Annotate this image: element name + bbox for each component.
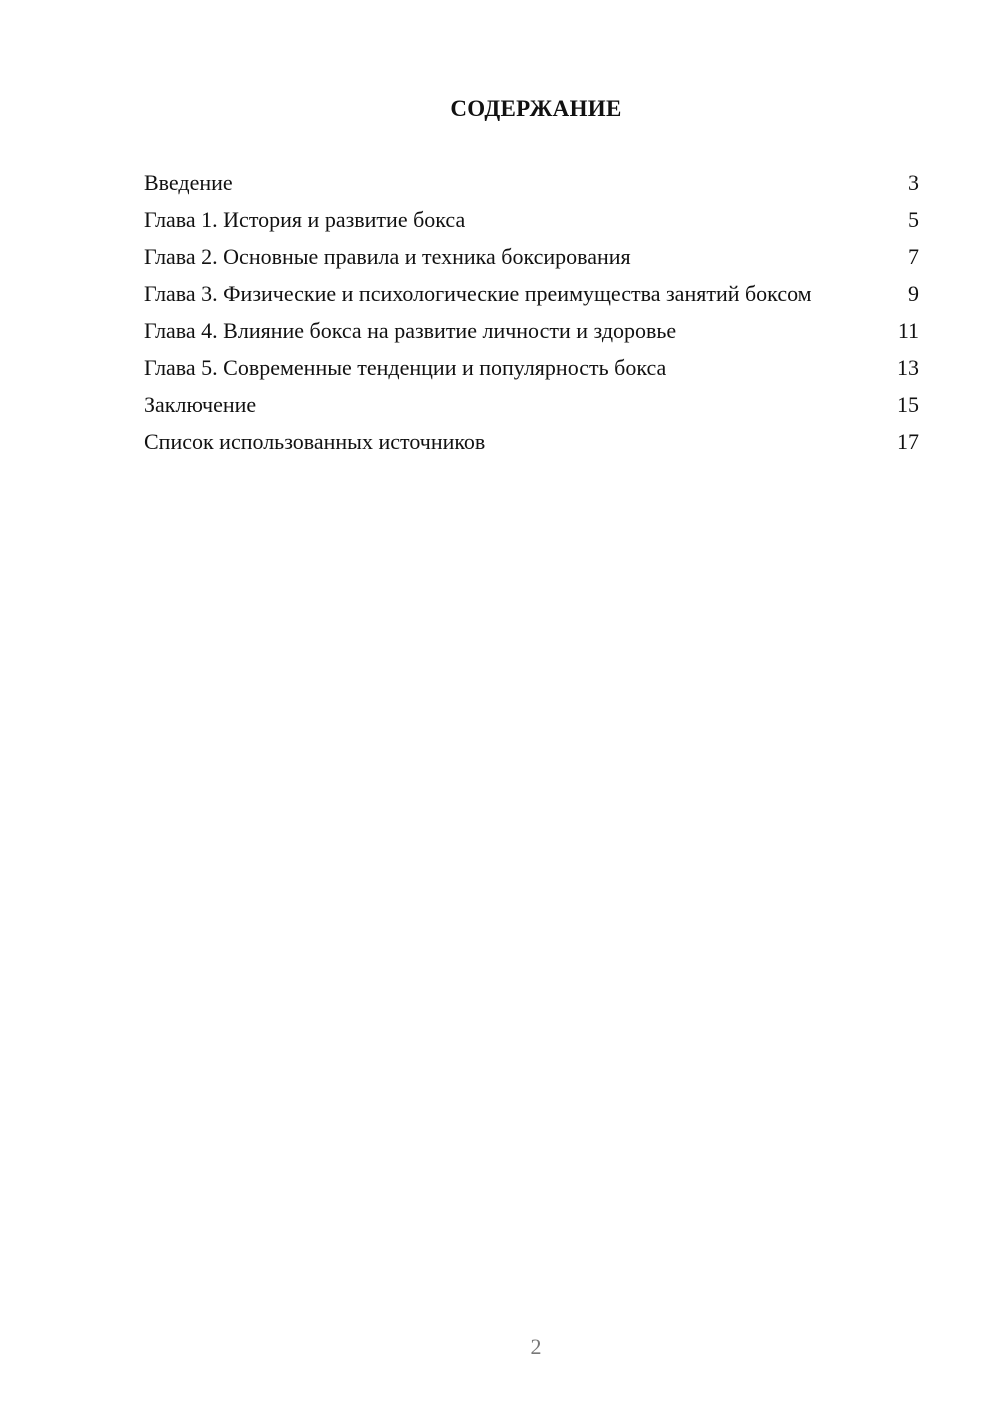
table-of-contents: [144, 170, 919, 466]
page-title: СОДЕРЖАНИЕ: [450, 96, 622, 121]
toc-entry-page: 3: [908, 170, 919, 195]
toc-entry-page: 13: [897, 355, 919, 380]
toc-entry-page: 17: [897, 429, 919, 454]
toc-entry-page: 9: [908, 281, 919, 306]
toc-entry-label: Глава 3. Физические и психологические преимущества занятий боксом: [144, 281, 812, 306]
toc-entry-page: 5: [908, 207, 919, 232]
toc-entry-page: 7: [908, 244, 919, 269]
toc-entry-label: Список использованных источников: [144, 429, 486, 454]
toc-entry: [144, 318, 919, 344]
toc-entry-label: Глава 1. История и развитие бокса: [144, 207, 466, 232]
toc-entry-label: Заключение: [144, 392, 257, 417]
toc-entry-page: 15: [897, 392, 919, 417]
toc-entry: [144, 392, 919, 418]
toc-entry: [144, 170, 919, 196]
toc-entry: [144, 355, 919, 381]
toc-entry: [144, 429, 919, 455]
toc-entry-label: Глава 4. Влияние бокса на развитие личности и здоровье: [144, 318, 677, 343]
toc-entry-label: Введение: [144, 170, 233, 195]
toc-entry: [144, 281, 919, 307]
toc-entry: [144, 244, 919, 270]
toc-entry-label: Глава 5. Современные тенденции и популярность бокса: [144, 355, 667, 380]
toc-entry-page: 11: [897, 318, 919, 343]
page-number: 2: [530, 1334, 542, 1359]
toc-entry: [144, 207, 919, 233]
toc-entry-label: Глава 2. Основные правила и техника боксирования: [144, 244, 631, 269]
